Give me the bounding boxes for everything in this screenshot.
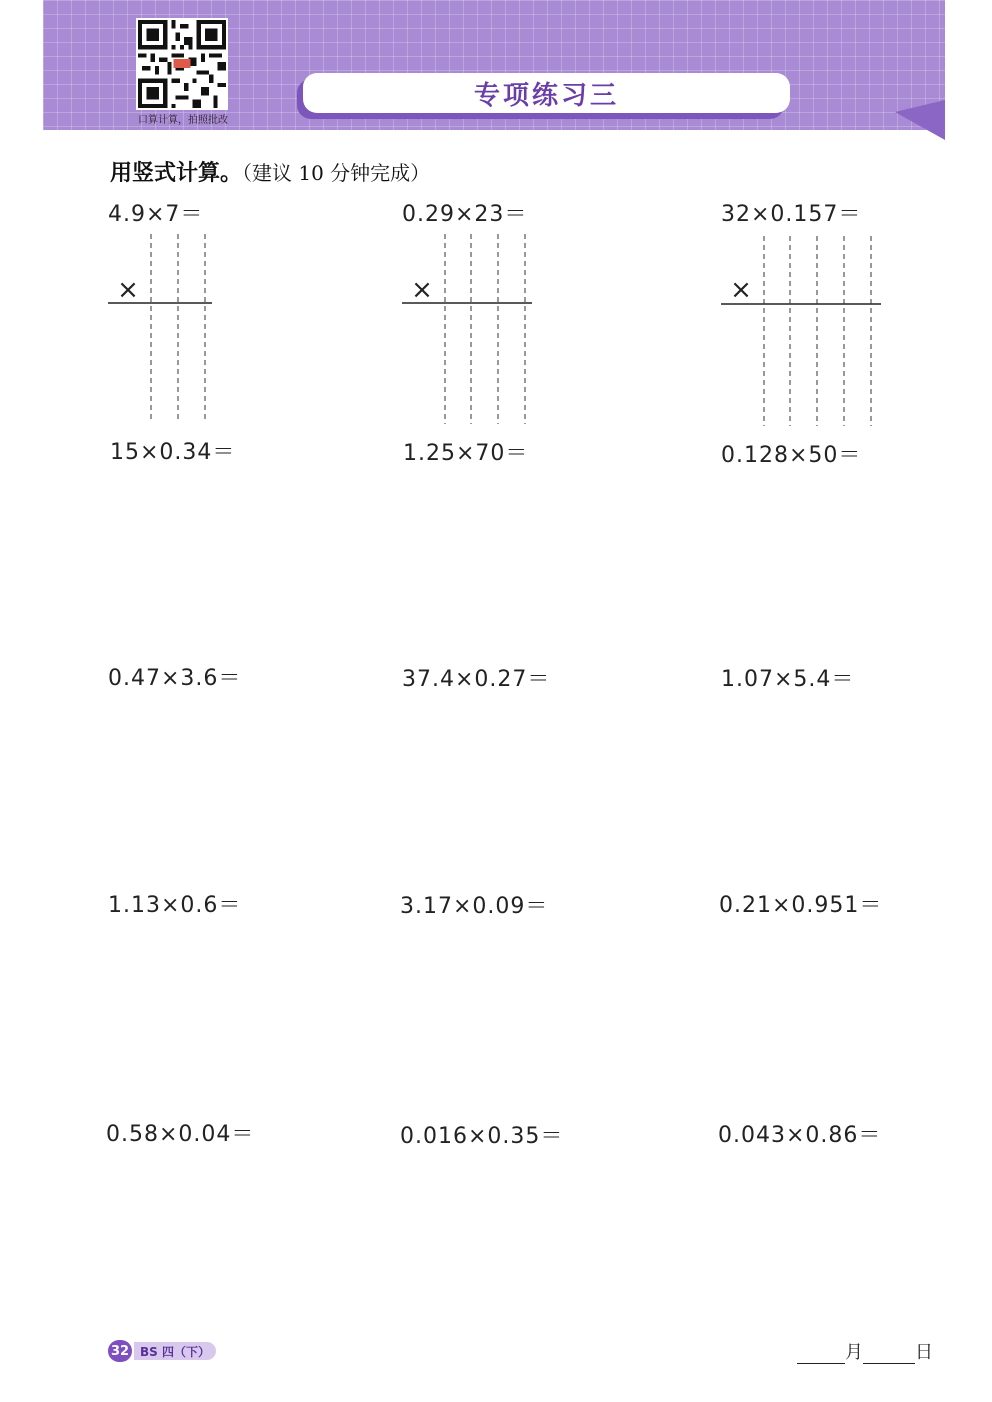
instruction (110, 156, 430, 187)
multiply-sign: × (411, 275, 433, 305)
multiply-sign: × (117, 275, 139, 305)
month-blank[interactable] (797, 1343, 845, 1364)
multiply-sign: × (730, 275, 752, 305)
problem-6: 0.128×50＝ (721, 443, 862, 468)
instruction-lead: 用竖式计算。 (110, 161, 243, 186)
vertical-calc-frame-3 (721, 234, 883, 428)
month-label: 月 (845, 1342, 863, 1363)
section-title: 专项练习三 (473, 80, 619, 111)
problem-7: 0.47×3.6＝ (108, 666, 242, 691)
problem-5: 1.25×70＝ (403, 441, 529, 466)
problem-12: 0.21×0.951＝ (719, 893, 883, 918)
vertical-calc-frame-1 (108, 232, 214, 424)
problem-13: 0.58×0.04＝ (106, 1122, 255, 1147)
problem-9: 1.07×5.4＝ (721, 667, 855, 692)
date-field (797, 1338, 933, 1364)
problem-8: 37.4×0.27＝ (402, 667, 551, 692)
problem-2: 0.29×23＝ (402, 202, 528, 227)
day-blank[interactable] (863, 1343, 915, 1364)
problem-10: 1.13×0.6＝ (108, 893, 242, 918)
page-badge (108, 1340, 216, 1362)
problem-3: 32×0.157＝ (721, 202, 862, 227)
problem-14: 0.016×0.35＝ (400, 1124, 564, 1149)
edition-label: BS 四（下） (134, 1342, 216, 1360)
problem-11: 3.17×0.09＝ (400, 894, 549, 919)
qr-caption: 口算计算，拍照批改 (138, 115, 228, 126)
problem-1: 4.9×7＝ (108, 202, 204, 227)
problem-15: 0.043×0.86＝ (718, 1123, 882, 1148)
page-number: 32 (108, 1340, 132, 1362)
instruction-hint: （建议 10 分钟完成） (242, 161, 431, 185)
problem-4: 15×0.34＝ (110, 440, 236, 465)
vertical-calc-frame-2 (402, 232, 534, 426)
qr-code[interactable] (136, 18, 228, 110)
section-title-banner (303, 73, 790, 113)
day-label: 日 (915, 1342, 933, 1363)
